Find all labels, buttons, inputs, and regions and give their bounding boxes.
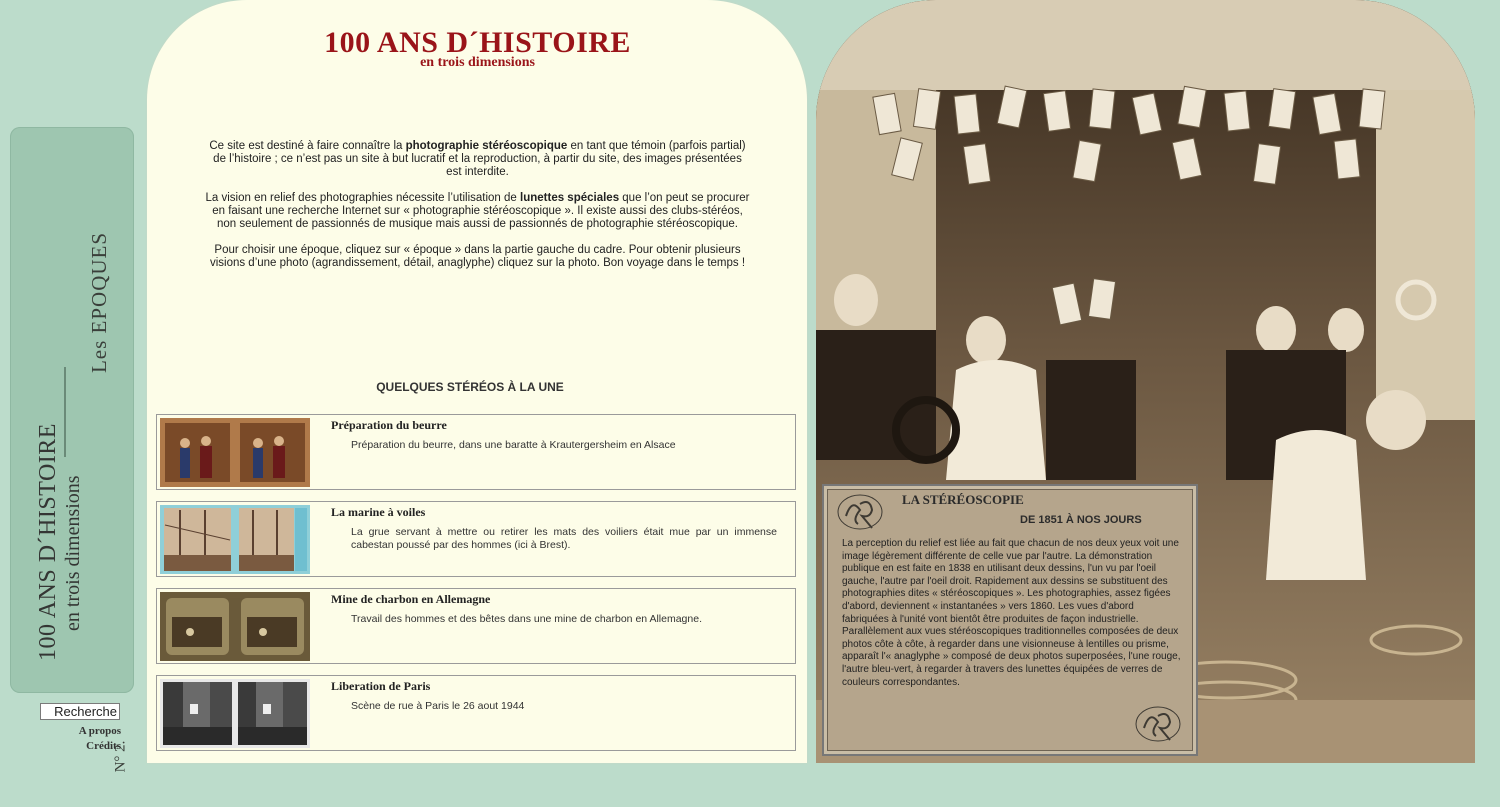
featured-item[interactable]	[156, 675, 796, 751]
featured-item-title[interactable]: Mine de charbon en Allemagne	[331, 592, 491, 606]
featured-item[interactable]	[156, 414, 796, 490]
featured-item-description: Scène de rue à Paris le 26 aout 1944	[351, 700, 525, 712]
epoques-link[interactable]	[70, 157, 130, 447]
monogram-logo-icon	[836, 492, 884, 532]
site-title: 100 ANS D´HISTOIRE	[324, 26, 631, 59]
stereo-left-image	[160, 592, 235, 661]
info-heading: LA STÉRÉOSCOPIE	[902, 492, 1024, 507]
spine-title-line2: en trois dimensions	[62, 475, 84, 631]
featured-item-title[interactable]: Préparation du beurre	[331, 418, 447, 432]
credits-link[interactable]: Crédits	[86, 740, 121, 752]
stereoscopy-info-box	[822, 484, 1198, 756]
stereo-left-image	[160, 679, 235, 748]
info-body: La perception du relief est liée au fait que chacun de nos deux yeux voit une image légèrement différente de celle vue par l'autre. La démonstration publique en est faite en 1838 en utilisant deux dessins, l'un vu par l'oeil gauche, l'autre par l'oeil droit. Rapidement aux dessins se substituent des photographies dites « stéréoscopiques ». Les photographies, assez figées d'abord, deviennent « instantanées » vers 1860. Les vues d'abord fabriquées à l'unité vont bientôt être produites de façon industrielle. Parallèlement aux vues stéréoscopiques traditionnelles composées de deux photos côte à côte, à regarder dans une visionneuse à lentilles ou prisme, apparaît l'« anaglyphe » composé de deux photos superposées, l'une rouge, l'autre bleu-vert, à regarder à travers des lunettes équipées de verres de couleurs correspondantes.	[842, 538, 1181, 688]
about-link[interactable]: A propos	[78, 725, 121, 737]
info-subheading: DE 1851 À NOS JOURS	[1020, 514, 1142, 526]
search-button[interactable]: Recherche	[40, 703, 120, 720]
stereo-thumbnail[interactable]	[160, 679, 310, 748]
stereo-right-image	[235, 679, 310, 748]
stereo-thumbnail[interactable]	[160, 418, 310, 487]
intro-text	[205, 140, 750, 283]
monogram-logo-icon	[1134, 704, 1182, 744]
stereo-right-image	[235, 418, 310, 487]
featured-item-title[interactable]: Liberation de Paris	[331, 679, 431, 693]
featured-item[interactable]	[156, 501, 796, 577]
stereo-right-image	[235, 592, 310, 661]
spine-title	[20, 417, 100, 667]
featured-heading: QUELQUES STÉRÉOS À LA UNE	[376, 380, 564, 394]
stereo-thumbnail[interactable]	[160, 592, 310, 661]
spine-number-text: N° 2.	[112, 740, 129, 773]
intro-paragraph-1: Ce site est destiné à faire connaître la photographie stéréoscopique en tant que témoin (parfois partial) de l’histoire ; ce n’est pas un site à but lucratif et la reproduction, à partir du site, des images présentées est interdite.	[209, 140, 746, 178]
spine-number	[105, 740, 135, 807]
stereo-right-image	[235, 505, 310, 574]
featured-item-description: La grue servant à mettre ou retirer les mats des voiliers était mue par un immense cabestan poussé par des hommes (ici à Brest).	[351, 526, 777, 551]
featured-item-description: Travail des hommes et des bêtes dans une mine de charbon en Allemagne.	[351, 613, 702, 625]
stereo-thumbnail[interactable]	[160, 505, 310, 574]
stereo-left-image	[160, 505, 235, 574]
stereo-left-image	[160, 418, 235, 487]
featured-item-description: Préparation du beurre, dans une baratte à Krautergersheim en Alsace	[351, 439, 676, 451]
site-subtitle: en trois dimensions	[420, 55, 535, 70]
featured-item-title[interactable]: La marine à voiles	[331, 505, 426, 519]
epoques-label[interactable]: Les EPOQUES	[87, 231, 112, 373]
spine-title-line1: 100 ANS D´HISTOIRE	[35, 423, 61, 661]
featured-item[interactable]	[156, 588, 796, 664]
intro-paragraph-2: La vision en relief des photographies nécessite l’utilisation de lunettes spéciales que l’on peut se procurer en faisant une recherche Internet sur « photographie stéréoscopique ». Il existe aussi des clubs-stéréos, non seulement de passionnés de musique mais aussi de passionnés de photographie stéréoscopique.	[205, 192, 750, 230]
intro-paragraph-3: Pour choisir une époque, cliquez sur « époque » dans la partie gauche du cadre. Pour obtenir plusieurs visions d’une photo (agrandissement, détail, anaglyphe) cliquez sur la photo. Bon voyage dans le temps !	[209, 244, 746, 269]
